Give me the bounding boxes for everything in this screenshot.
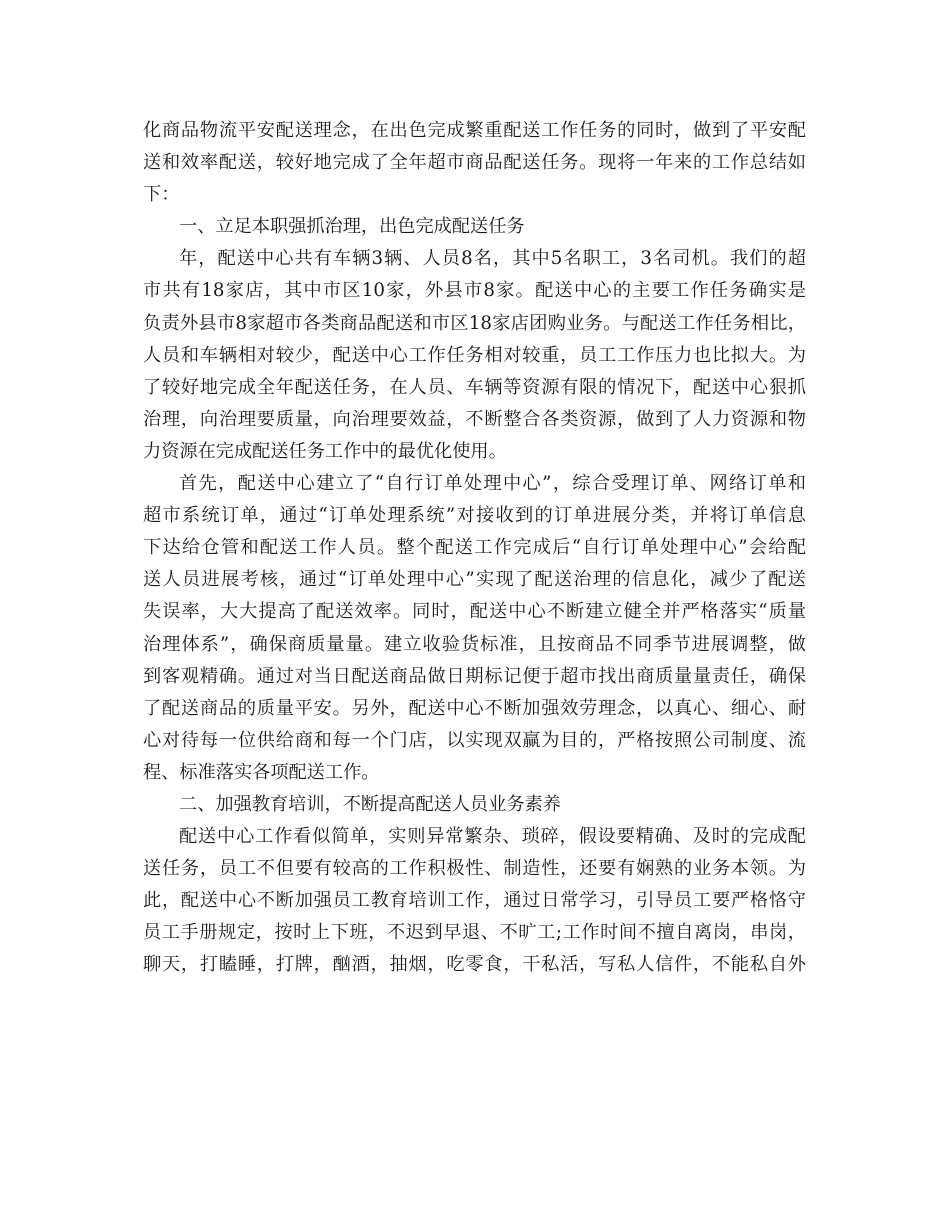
text-line: 了较好地完成全年配送任务，在人员、车辆等资源有限的情况下，配送中心狠抓 <box>143 376 806 398</box>
text-line: 聊天，打瞌睡，打牌，酗酒，抽烟，吃零食，干私活，写私人信件，不能私自外 <box>143 954 806 976</box>
text-line: 配送中心工作看似简单，实则异常繁杂、琐碎，假设要精确、及时的完成配 <box>179 826 806 848</box>
text-line: 年，配送中心共有车辆3辆、人员8名，其中5名职工，3名司机。我们的超 <box>179 248 806 270</box>
text-line: 程、标准落实各项配送工作。 <box>143 761 380 783</box>
text-line: 心对待每一位供给商和每一个门店，以实现双赢为目的，严格按照公司制度、流 <box>143 729 806 751</box>
text-line: 首先，配送中心建立了“自行订单处理中心”，综合受理订单、网络订单和 <box>179 473 806 495</box>
text-line: 送和效率配送，较好地完成了全年超市商品配送任务。现将一年来的工作总结如 <box>143 152 806 174</box>
section-heading: 一、立足本职强抓治理，出色完成配送任务 <box>179 216 525 238</box>
text-line: 送任务，员工不但要有较高的工作积极性、制造性，还要有娴熟的业务本领。为 <box>143 858 806 880</box>
text-line: 化商品物流平安配送理念，在出色完成繁重配送工作任务的同时，做到了平安配 <box>143 120 806 141</box>
document-page <box>143 115 806 982</box>
section-heading: 二、加强教育培训，不断提高配送人员业务素养 <box>179 793 561 815</box>
text-line: 市共有18家店，其中市区10家，外县市8家。配送中心的主要工作任务确实是 <box>143 280 806 302</box>
text-line: 员工手册规定，按时上下班，不迟到早退、不旷工;工作时间不擅自离岗，串岗， <box>143 922 806 944</box>
text-line: 了配送商品的质量平安。另外，配送中心不断加强效劳理念，以真心、细心、耐 <box>143 697 806 719</box>
text-line: 下： <box>143 184 180 206</box>
text-line: 送人员进展考核，通过“订单处理中心”实现了配送治理的信息化，减少了配送 <box>143 569 806 591</box>
text-line: 人员和车辆相对较少，配送中心工作任务相对较重，员工工作压力也比拟大。为 <box>143 344 806 366</box>
text-line: 治理体系”，确保商质量量。建立收验货标准，且按商品不同季节进展调整，做 <box>143 633 806 655</box>
text-line: 负责外县市8家超市各类商品配送和市区18家店团购业务。与配送工作任务相比， <box>143 312 806 334</box>
text-line: 超市系统订单，通过“订单处理系统”对接收到的订单进展分类，并将订单信息 <box>143 505 806 527</box>
text-line: 此，配送中心不断加强员工教育培训工作，通过日常学习，引导员工要严格恪守 <box>143 890 806 912</box>
text-line: 失误率，大大提高了配送效率。同时，配送中心不断建立健全并严格落实“质量 <box>143 601 806 623</box>
text-line: 到客观精确。通过对当日配送商品做日期标记便于超市找出商质量量责任，确保 <box>143 665 806 687</box>
text-line: 治理，向治理要质量，向治理要效益，不断整合各类资源，做到了人力资源和物 <box>143 408 806 430</box>
text-line: 力资源在完成配送任务工作中的最优化使用。 <box>143 440 507 462</box>
text-line: 下达给仓管和配送工作人员。整个配送工作完成后“自行订单处理中心”会给配 <box>143 537 806 559</box>
